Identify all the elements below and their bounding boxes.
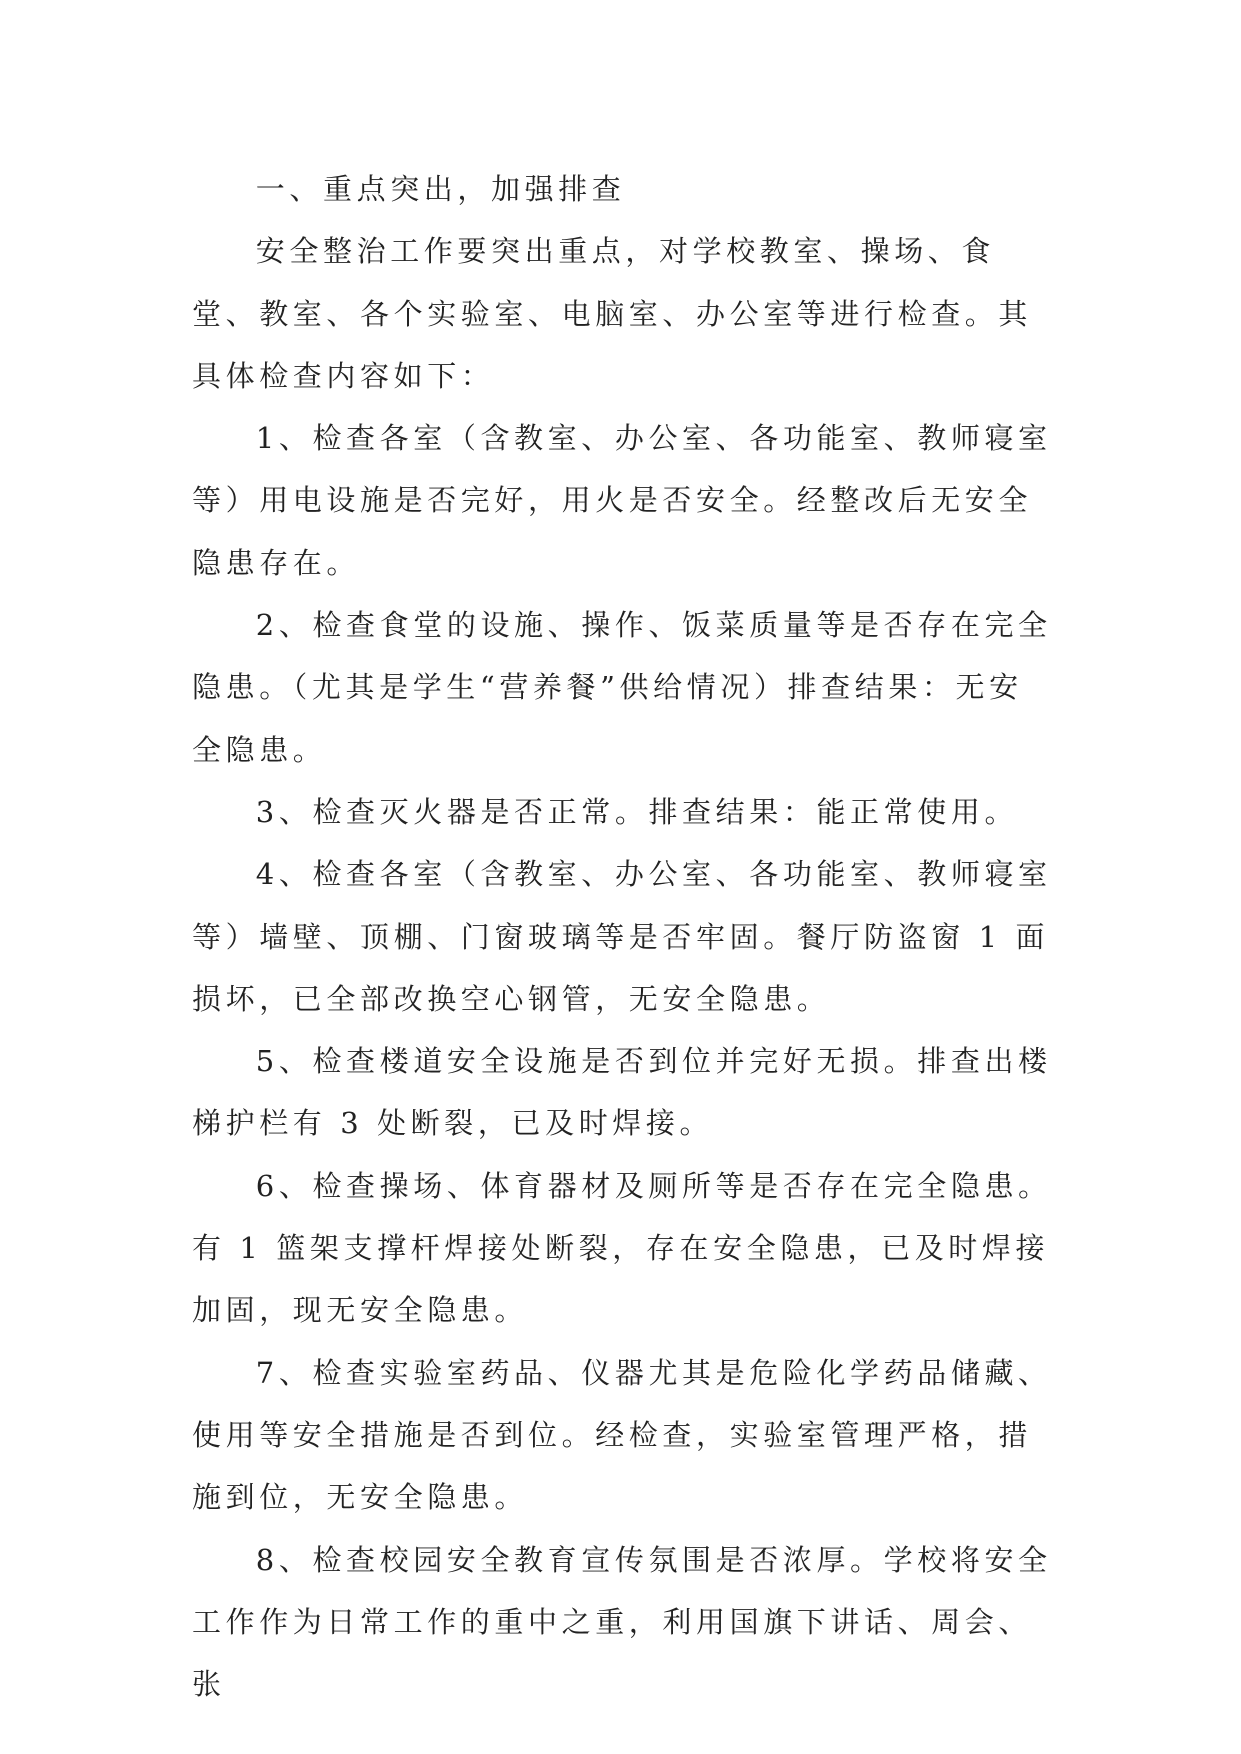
item-1-paragraph: 1、检查各室（含教室、办公室、各功能室、教师寝室等）用电设施是否完好，用火是否安全。经整改后无安全隐患存在。 [192, 421, 1052, 580]
item-7-paragraph: 7、检查实验室药品、仪器尤其是危险化学药品储藏、使用等安全措施是否到位。经检查，实验室管理严格，措施到位，无安全隐患。 [192, 1355, 1052, 1515]
item-4-paragraph: 4、检查各室（含教室、办公室、各功能室、教师寝室等）墙壁、顶棚、门窗玻璃等是否牢固。餐厅防盗窗 1 面损坏，已全部改换空心钢管，无安全隐患。 [192, 857, 1052, 1016]
item-3-paragraph: 3、检查灭火器是否正常。排查结果：能正常使用。 [255, 794, 1019, 829]
intro-paragraph: 安全整治工作要突出重点，对学校教室、操场、食堂、教室、各个实验室、电脑室、办公室等进行检查。其具体检查内容如下： [192, 234, 1033, 393]
section-heading: 一、重点突出，加强排查 [255, 172, 626, 206]
document-body [192, 158, 1052, 1715]
item-6-paragraph: 6、检查操场、体育器材及厕所等是否存在完全隐患。有 1 篮架支撑杆焊接处断裂，存在安全隐患，已及时焊接加固，现无安全隐患。 [192, 1168, 1052, 1328]
item-5-paragraph: 5、检查楼道安全设施是否到位并完好无损。排查出楼梯护栏有 3 处断裂，已及时焊接。 [192, 1044, 1052, 1141]
item-8-paragraph: 8、检查校园安全教育宣传氛围是否浓厚。学校将安全工作作为日常工作的重中之重，利用国旗下讲话、周会、张 [192, 1542, 1052, 1702]
item-2-paragraph: 2、检查食堂的设施、操作、饭菜质量等是否存在完全隐患。（尤其是学生“营养餐”供给情况）排查结果：无安全隐患。 [192, 608, 1052, 767]
